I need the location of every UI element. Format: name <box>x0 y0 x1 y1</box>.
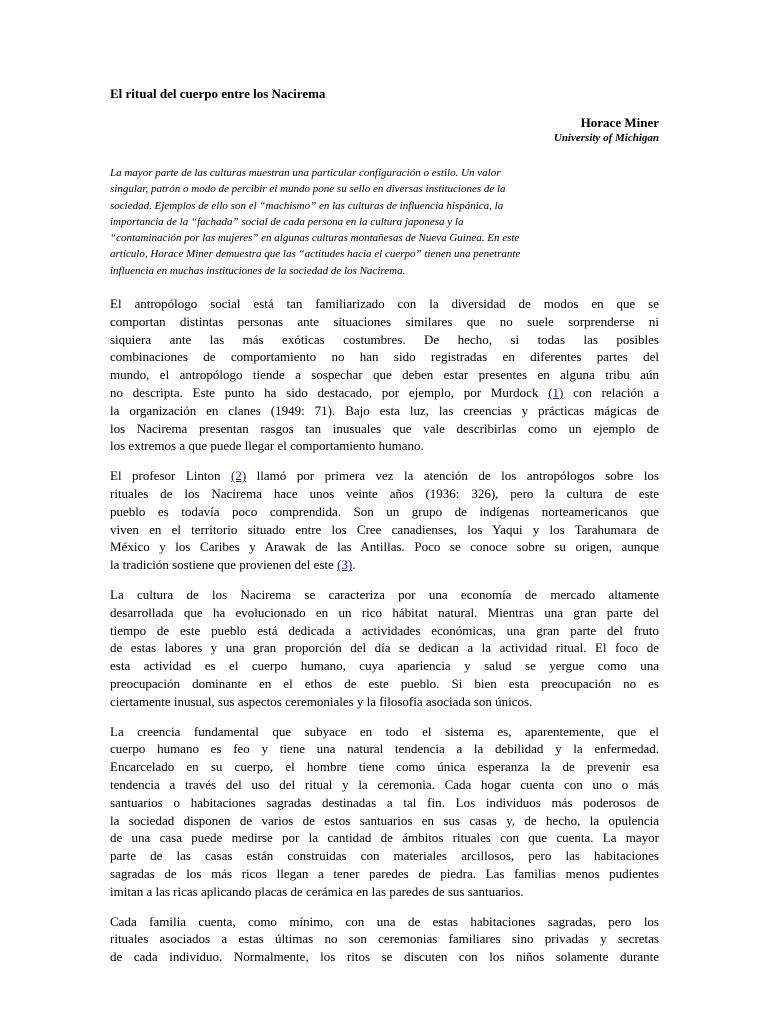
footnote-reference-link[interactable]: (2) <box>231 468 247 484</box>
paragraph-line: rituales de los Nacirema hace unos veinte años (1936: 326), pero la cultura de este <box>110 485 659 501</box>
paragraph-line: pueblo es todavía poco comprendida. Son un grupo de indígenas norteamericanos que <box>110 503 659 519</box>
author-name: Horace Miner <box>580 115 659 130</box>
paragraph-line: Cada familia cuenta, como mínimo, con una de estas habitaciones sagradas, pero los <box>110 913 659 929</box>
paragraph-line: los Nacirema presentan rasgos tan inusuales que vale describirlas como un ejemplo de <box>110 420 659 436</box>
paragraph-line: cuerpo humano es feo y tiene una natural tendencia a la debilidad y la enfermedad. <box>110 741 659 757</box>
paragraph-line: combinaciones de comportamiento no han sido registradas en diferentes partes del <box>110 349 659 365</box>
document-page <box>110 0 659 1024</box>
abstract-line: sociedad. Ejemplos de ello son el “machismo” en las culturas de influencia hispánica, la <box>110 199 504 212</box>
paragraph-line: Encarcelado en su cuerpo, el hombre tiene como única esperanza la de prevenir esa <box>110 759 659 775</box>
paragraph-line: La cultura de los Nacirema se caracteriza por una economía de mercado altamente <box>110 586 659 602</box>
abstract-line: influencia en muchas instituciones de la sociedad de los Nacirema. <box>110 264 406 277</box>
document-title: El ritual del cuerpo entre los Nacirema <box>110 86 326 101</box>
paragraph-line: imitan a las ricas aplicando placas de cerámica en las paredes de sus santuarios. <box>110 883 524 899</box>
paragraph-line: la organización en clanes (1949: 71). Bajo esta luz, las creencias y prácticas mágicas de <box>110 402 659 418</box>
paragraph <box>110 586 659 711</box>
paragraph-line: desarrollada que ha evolucionado en un rico hábitat natural. Mientras una gran parte del <box>110 604 659 620</box>
paragraph-line: santuarios o habitaciones sagradas destinadas a tal fin. Los individuos más poderosos de <box>110 794 659 810</box>
paragraph-line: tiempo de este pueblo está dedicada a actividades económicas, una gran parte del fruto <box>110 622 659 638</box>
paragraph-line: sagradas de los más ricos llegan a tener paredes de piedra. Las familias menos pudientes <box>110 865 659 881</box>
abstract-line: importancia de la “fachada” social de cada persona en la cultura japonesa y la <box>110 215 464 228</box>
paragraph-line: no descripta. Este punto ha sido destacado, por ejemplo, por Murdock (1) con relación a <box>110 384 659 400</box>
abstract-line: La mayor parte de las culturas muestran una particular configuración o estilo. Un valor <box>110 167 501 179</box>
abstract <box>110 165 659 279</box>
paragraph-line: preocupación dominante en el ethos de este pueblo. Si bien esta preocupación no es <box>110 675 659 691</box>
author-block <box>554 114 659 146</box>
paragraph <box>110 295 659 455</box>
author-affiliation: University of Michigan <box>553 132 659 144</box>
paragraph-line: comportan distintas personas ante situaciones similares que no suele sorprenderse ni <box>110 313 659 329</box>
paragraph-line: los extremos a que puede llegar el comportamiento humano. <box>110 438 424 454</box>
paragraph-line: México y los Caribes y Arawak de las Antillas. Poco se conoce sobre su origen, aunque <box>110 539 659 555</box>
paragraph-line: siquiera ante las más exóticas costumbres. De hecho, si todas las posibles <box>110 331 659 347</box>
paragraph-line: de cada individuo. Normalmente, los ritos se discuten con los niños solamente durante <box>110 949 659 965</box>
paragraph <box>110 467 659 574</box>
paragraph-line: viven en el territorio situado entre los Cree canadienses, los Yaqui y los Tarahumara de <box>110 521 659 537</box>
article-body <box>110 295 659 978</box>
paragraph-line: rituales asociados a estas últimas no son ceremonias familiares sino privadas y secretas <box>110 931 659 947</box>
paragraph-line: la sociedad disponen de varios de estos santuarios en sus casas y, de hecho, la opulencia <box>110 812 659 828</box>
paragraph-line: La creencia fundamental que subyace en todo el sistema es, aparentemente, que el <box>110 723 659 739</box>
paragraph-line: esta actividad es el cuerpo humano, cuya apariencia y salud se yergue como una <box>110 658 659 674</box>
abstract-line: “contaminación por las mujeres” en algunas culturas montañesas de Nueva Guinea. En este <box>110 232 520 245</box>
paragraph-line: ciertamente inusual, sus aspectos ceremoniales y la filosofía asociada son únicos. <box>110 693 533 709</box>
paragraph-line: El antropólogo social está tan familiarizado con la diversidad de modos en que se <box>110 296 659 311</box>
paragraph-line: la tradición sostiene que provienen del este (3). <box>110 557 356 573</box>
paragraph-line: de estas labores y una gran proporción del día se dedican a la actividad ritual. El foco de <box>110 640 659 656</box>
paragraph <box>110 723 659 901</box>
paragraph <box>110 913 659 966</box>
paragraph-line: parte de las casas están construidas con materiales arcillosos, pero las habitaciones <box>110 848 659 864</box>
footnote-reference-link[interactable]: (3) <box>337 557 353 573</box>
paragraph-line: tendencia a través del uso del ritual y la ceremonia. Cada hogar cuenta con uno o más <box>110 776 659 792</box>
footnote-reference-link[interactable]: (1) <box>548 384 564 400</box>
paragraph-line: mundo, el antropólogo tiende a sospechar que deben estar presentes en alguna tribu aún <box>110 367 659 383</box>
paragraph-line: El profesor Linton (2) llamó por primera vez la atención de los antropólogos sobre los <box>110 468 659 484</box>
abstract-line: singular, patrón o modo de percibir el mundo pone su sello en diversas instituciones de la <box>110 183 506 196</box>
abstract-line: artículo, Horace Miner demuestra que las “actitudes hacia el cuerpo” tienen una penetrante <box>110 248 521 261</box>
paragraph-line: de una casa puede medirse por la cantidad de ámbitos rituales con que cuenta. La mayor <box>110 830 659 846</box>
